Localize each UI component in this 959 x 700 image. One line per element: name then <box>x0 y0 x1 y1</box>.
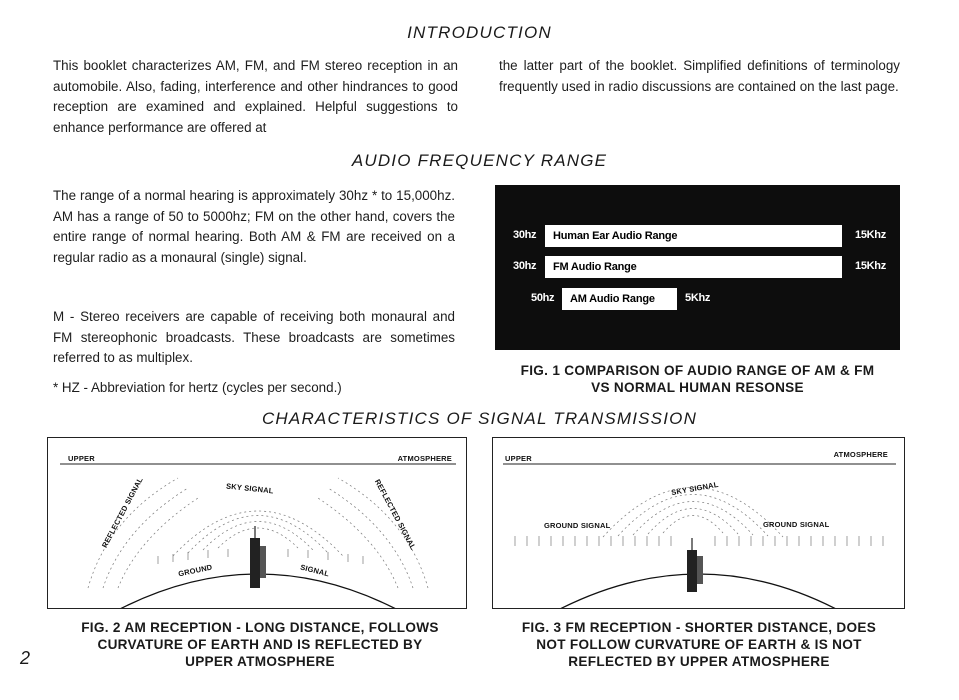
fig1-row-am-start: 50hz <box>531 292 555 304</box>
fig1-caption-line1: FIG. 1 COMPARISON OF AUDIO RANGE OF AM & FM <box>520 363 875 378</box>
page-number: 2 <box>20 648 31 668</box>
fig1-row-am <box>495 287 900 311</box>
heading-audio-frequency-range: AUDIO FREQUENCY RANGE <box>351 151 608 170</box>
fig2-atmosphere-label: ATMOSPHERE <box>397 454 452 463</box>
fig1-row-fm <box>495 255 900 279</box>
fig1-audio-range-panel <box>495 185 900 350</box>
fig3-sky-waves <box>603 488 783 538</box>
fig2-radio-icon <box>250 526 266 588</box>
fig1-row-human <box>495 224 900 248</box>
fig3-upper-label: UPPER <box>505 454 532 463</box>
fig1-caption-line2: VS NORMAL HUMAN RESONSE <box>591 380 804 395</box>
fig2-am-diagram <box>47 437 467 609</box>
fig1-row-human-start: 30hz <box>513 229 537 241</box>
intro-right-column: the latter part of the booklet. Simplified definitions of terminology frequently used in radio discussions are contained on the last page. <box>499 58 900 94</box>
fig3-ground-signal-right-label: GROUND SIGNAL <box>763 520 830 529</box>
fig2-caption-line2: CURVATURE OF EARTH AND IS REFLECTED BY <box>97 637 423 652</box>
fig1-row-am-label: AM Audio Range <box>570 293 655 305</box>
fig1-row-am-end: 5Khz <box>685 292 711 304</box>
fig2-ground-label: GROUND <box>177 562 214 579</box>
fig2-sky-signal-label: SKY SIGNAL <box>225 481 275 496</box>
fig1-row-am-bar <box>562 288 677 310</box>
fig3-ground-ticks <box>515 536 883 546</box>
fig3-caption-line3: REFLECTED BY UPPER ATMOSPHERE <box>568 654 830 669</box>
fig1-row-fm-start: 30hz <box>513 260 537 272</box>
fig1-row-human-end: 15Khz <box>855 229 886 241</box>
fig2-reflected-right-waves <box>318 478 428 588</box>
fig2-upper-label: UPPER <box>68 454 95 463</box>
fig2-caption-line3: UPPER ATMOSPHERE <box>185 654 335 669</box>
fig3-caption-line1: FIG. 3 FM RECEPTION - SHORTER DISTANCE, DOES <box>521 620 877 635</box>
fig3-caption-line2: NOT FOLLOW CURVATURE OF EARTH & IS NOT <box>536 637 862 652</box>
audio-paragraph-2: M - Stereo receivers are capable of receiving both monaural and FM stereophonic broadcasts. These broadcasts are sometimes referred to as multiplex. <box>53 309 455 365</box>
fig1-row-fm-end: 15Khz <box>855 260 886 272</box>
fig2-signal-label: SIGNAL <box>299 562 331 579</box>
fig3-atmosphere-label: ATMOSPHERE <box>833 450 888 459</box>
heading-signal-transmission: CHARACTERISTICS OF SIGNAL TRANSMISSION <box>261 409 698 428</box>
fig3-caption <box>480 619 918 670</box>
intro-left-column: This booklet characterizes AM, FM, and FM stereo reception in an automobile. Also, fading, interference and other hindrances to good reception are examined and explained. Helpful suggestions to enhance performance are offered at <box>53 58 458 135</box>
audio-paragraph-1: The range of a normal hearing is approximately 30hz * to 15,000hz. AM has a range of 50 to 5000hz; FM on the other hand, covers the entire range of normal hearing. Both AM & FM are received on a regular radio as a monaural (single) signal. <box>53 188 455 265</box>
audio-footnote: * HZ - Abbreviation for hertz (cycles per second.) <box>53 380 342 395</box>
fig1-row-human-bar <box>545 225 842 247</box>
heading-introduction: INTRODUCTION <box>407 23 552 42</box>
fig2-reflected-left-label: REFLECTED SIGNAL <box>99 475 145 550</box>
fig2-caption-line1: FIG. 2 AM RECEPTION - LONG DISTANCE, FOLLOWS <box>81 620 439 635</box>
fig1-row-fm-label: FM Audio Range <box>553 261 637 273</box>
fig1-caption <box>480 362 915 396</box>
fig2-caption <box>40 619 480 670</box>
fig3-ground-signal-left-label: GROUND SIGNAL <box>544 521 611 530</box>
fig1-row-fm-bar <box>545 256 842 278</box>
fig1-row-human-label: Human Ear Audio Range <box>553 230 678 242</box>
fig3-sky-signal-label: SKY SIGNAL <box>670 479 720 498</box>
fig2-reflected-right-label: REFLECTED SIGNAL <box>372 477 418 552</box>
fig3-radio-icon <box>687 538 703 592</box>
fig3-fm-diagram <box>492 437 905 609</box>
